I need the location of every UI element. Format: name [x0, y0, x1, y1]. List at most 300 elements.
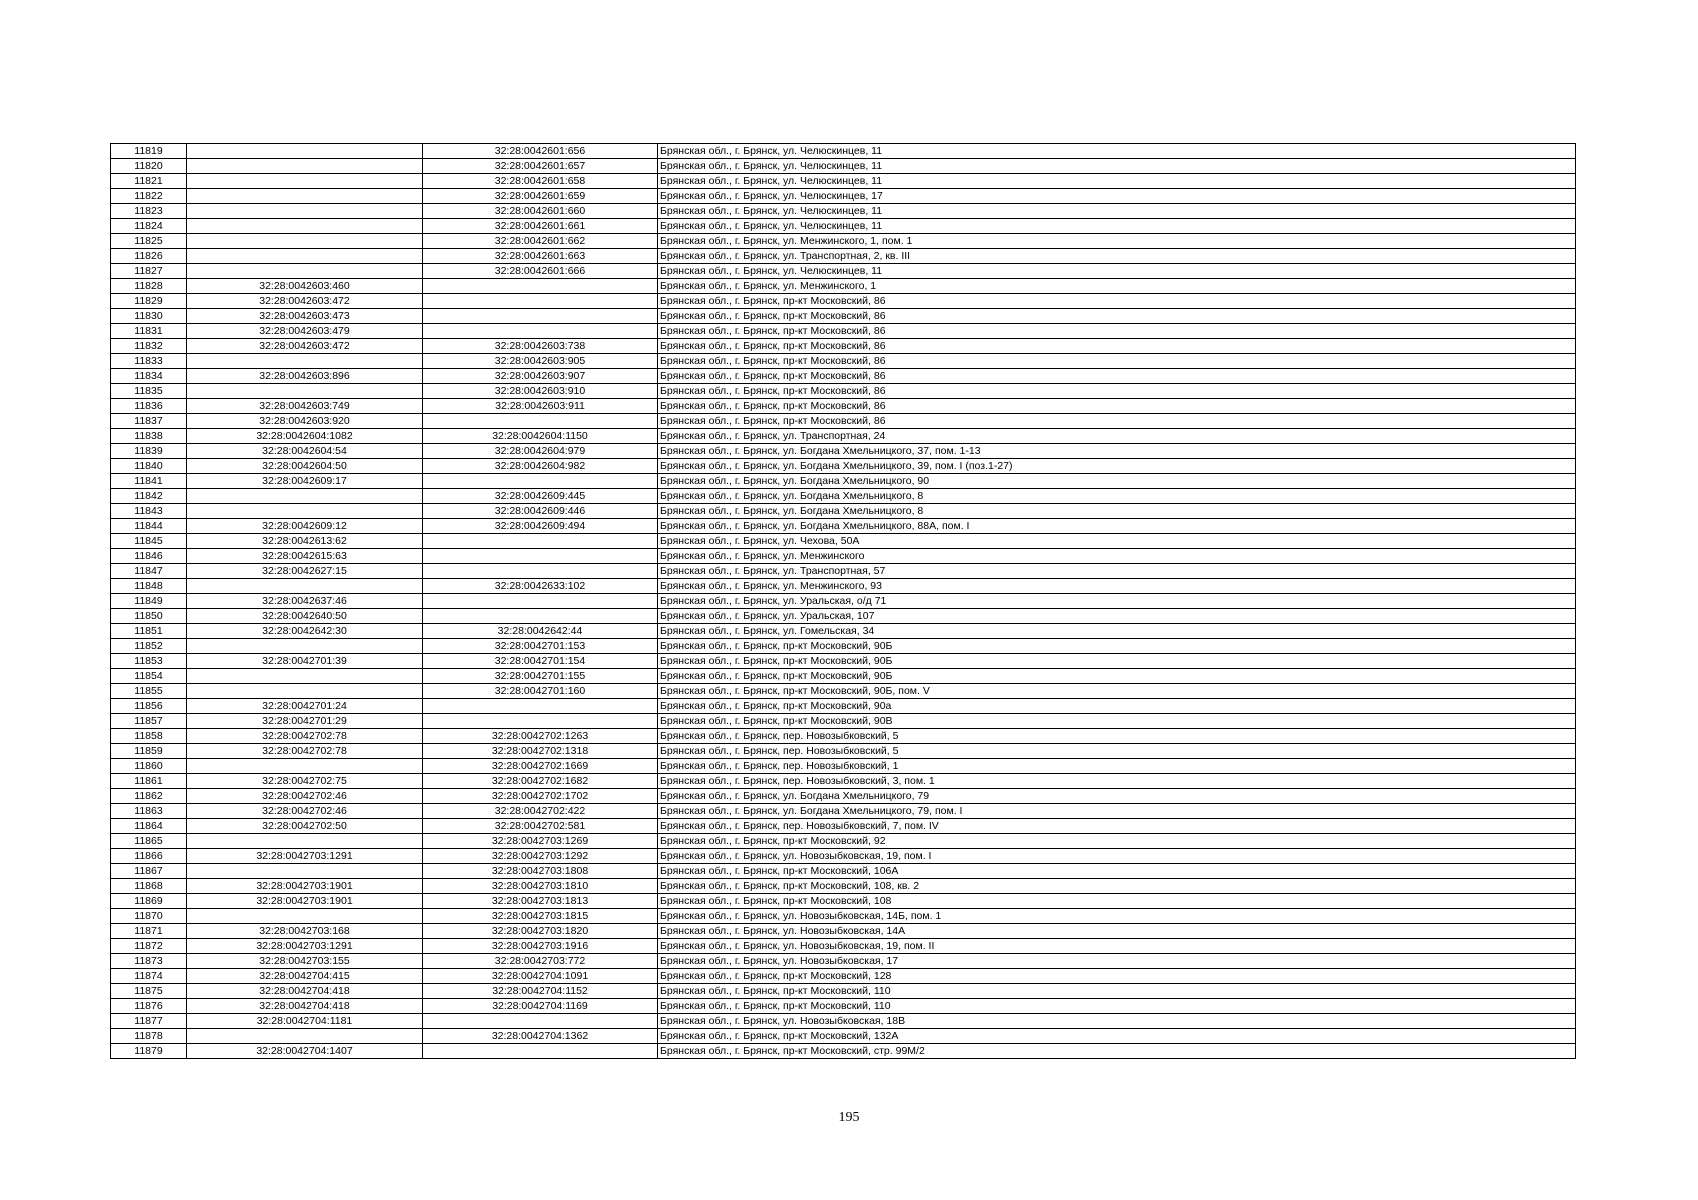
- address-cell: Брянская обл., г. Брянск, пр-кт Московский, 86: [658, 354, 1576, 369]
- row-number-cell: 11846: [111, 549, 187, 564]
- address-cell: Брянская обл., г. Брянск, ул. Транспортная, 2, кв. III: [658, 249, 1576, 264]
- object-cadastral-number-cell: [423, 534, 658, 549]
- address-cell: Брянская обл., г. Брянск, ул. Челюскинцев, 11: [658, 174, 1576, 189]
- object-cadastral-number-cell: [423, 309, 658, 324]
- land-cadastral-number-cell: 32:28:0042604:54: [187, 444, 423, 459]
- row-number-cell: 11861: [111, 774, 187, 789]
- row-number-cell: 11850: [111, 609, 187, 624]
- address-cell: Брянская обл., г. Брянск, пр-кт Московский, 110: [658, 984, 1576, 999]
- address-cell: Брянская обл., г. Брянск, ул. Транспортная, 57: [658, 564, 1576, 579]
- address-cell: Брянская обл., г. Брянск, ул. Менжинского, 1, пом. 1: [658, 234, 1576, 249]
- address-cell: Брянская обл., г. Брянск, пер. Новозыбковский, 1: [658, 759, 1576, 774]
- address-cell: Брянская обл., г. Брянск, ул. Челюскинцев, 17: [658, 189, 1576, 204]
- table-row: [111, 819, 1576, 834]
- address-cell: Брянская обл., г. Брянск, ул. Богдана Хмельницкого, 90: [658, 474, 1576, 489]
- table-row: [111, 459, 1576, 474]
- object-cadastral-number-cell: 32:28:0042704:1169: [423, 999, 658, 1014]
- object-cadastral-number-cell: [423, 279, 658, 294]
- row-number-cell: 11870: [111, 909, 187, 924]
- row-number-cell: 11842: [111, 489, 187, 504]
- land-cadastral-number-cell: [187, 384, 423, 399]
- land-cadastral-number-cell: [187, 204, 423, 219]
- address-cell: Брянская обл., г. Брянск, ул. Богдана Хмельницкого, 79: [658, 789, 1576, 804]
- object-cadastral-number-cell: 32:28:0042603:738: [423, 339, 658, 354]
- object-cadastral-number-cell: [423, 474, 658, 489]
- row-number-cell: 11878: [111, 1029, 187, 1044]
- address-cell: Брянская обл., г. Брянск, ул. Новозыбковская, 14А: [658, 924, 1576, 939]
- address-cell: Брянская обл., г. Брянск, пр-кт Московский, 92: [658, 834, 1576, 849]
- table-row: [111, 609, 1576, 624]
- object-cadastral-number-cell: 32:28:0042704:1362: [423, 1029, 658, 1044]
- address-cell: Брянская обл., г. Брянск, пр-кт Московский, 90Б: [658, 654, 1576, 669]
- table-row: [111, 984, 1576, 999]
- land-cadastral-number-cell: 32:28:0042603:920: [187, 414, 423, 429]
- address-cell: Брянская обл., г. Брянск, ул. Гомельская, 34: [658, 624, 1576, 639]
- address-cell: Брянская обл., г. Брянск, ул. Транспортная, 24: [658, 429, 1576, 444]
- object-cadastral-number-cell: 32:28:0042703:1269: [423, 834, 658, 849]
- object-cadastral-number-cell: 32:28:0042601:660: [423, 204, 658, 219]
- object-cadastral-number-cell: 32:28:0042703:1810: [423, 879, 658, 894]
- row-number-cell: 11857: [111, 714, 187, 729]
- address-cell: Брянская обл., г. Брянск, ул. Челюскинцев, 11: [658, 204, 1576, 219]
- table-row: [111, 249, 1576, 264]
- row-number-cell: 11836: [111, 399, 187, 414]
- land-cadastral-number-cell: 32:28:0042609:12: [187, 519, 423, 534]
- row-number-cell: 11826: [111, 249, 187, 264]
- row-number-cell: 11847: [111, 564, 187, 579]
- table-row: [111, 654, 1576, 669]
- table-row: [111, 324, 1576, 339]
- row-number-cell: 11833: [111, 354, 187, 369]
- land-cadastral-number-cell: [187, 159, 423, 174]
- object-cadastral-number-cell: [423, 549, 658, 564]
- land-cadastral-number-cell: 32:28:0042603:479: [187, 324, 423, 339]
- table-row: [111, 384, 1576, 399]
- land-cadastral-number-cell: 32:28:0042701:29: [187, 714, 423, 729]
- object-cadastral-number-cell: 32:28:0042601:662: [423, 234, 658, 249]
- land-cadastral-number-cell: [187, 579, 423, 594]
- object-cadastral-number-cell: 32:28:0042701:155: [423, 669, 658, 684]
- table-row: [111, 849, 1576, 864]
- land-cadastral-number-cell: [187, 354, 423, 369]
- object-cadastral-number-cell: 32:28:0042604:1150: [423, 429, 658, 444]
- land-cadastral-number-cell: 32:28:0042702:46: [187, 789, 423, 804]
- object-cadastral-number-cell: 32:28:0042704:1152: [423, 984, 658, 999]
- table-row: [111, 729, 1576, 744]
- table-row: [111, 939, 1576, 954]
- row-number-cell: 11837: [111, 414, 187, 429]
- row-number-cell: 11822: [111, 189, 187, 204]
- table-row: [111, 639, 1576, 654]
- row-number-cell: 11862: [111, 789, 187, 804]
- address-cell: Брянская обл., г. Брянск, пр-кт Московский, 106А: [658, 864, 1576, 879]
- row-number-cell: 11872: [111, 939, 187, 954]
- address-cell: Брянская обл., г. Брянск, ул. Богдана Хмельницкого, 37, пом. 1-13: [658, 444, 1576, 459]
- table-row: [111, 924, 1576, 939]
- land-cadastral-number-cell: 32:28:0042603:749: [187, 399, 423, 414]
- row-number-cell: 11849: [111, 594, 187, 609]
- table-row: [111, 684, 1576, 699]
- address-cell: Брянская обл., г. Брянск, пр-кт Московский, 86: [658, 309, 1576, 324]
- land-cadastral-number-cell: 32:28:0042703:1291: [187, 849, 423, 864]
- address-cell: Брянская обл., г. Брянск, ул. Новозыбковская, 19, пом. I: [658, 849, 1576, 864]
- land-cadastral-number-cell: [187, 834, 423, 849]
- land-cadastral-number-cell: 32:28:0042627:15: [187, 564, 423, 579]
- land-cadastral-number-cell: 32:28:0042702:50: [187, 819, 423, 834]
- land-cadastral-number-cell: 32:28:0042704:418: [187, 984, 423, 999]
- row-number-cell: 11845: [111, 534, 187, 549]
- address-cell: Брянская обл., г. Брянск, ул. Богдана Хмельницкого, 39, пом. I (поз.1-27): [658, 459, 1576, 474]
- table-row: [111, 414, 1576, 429]
- table-row: [111, 429, 1576, 444]
- address-cell: Брянская обл., г. Брянск, ул. Менжинского, 93: [658, 579, 1576, 594]
- address-cell: Брянская обл., г. Брянск, ул. Новозыбковская, 18В: [658, 1014, 1576, 1029]
- row-number-cell: 11832: [111, 339, 187, 354]
- address-cell: Брянская обл., г. Брянск, ул. Новозыбковская, 19, пом. II: [658, 939, 1576, 954]
- table-row: [111, 519, 1576, 534]
- row-number-cell: 11824: [111, 219, 187, 234]
- land-cadastral-number-cell: [187, 639, 423, 654]
- land-cadastral-number-cell: 32:28:0042702:46: [187, 804, 423, 819]
- land-cadastral-number-cell: 32:28:0042703:168: [187, 924, 423, 939]
- address-cell: Брянская обл., г. Брянск, ул. Богдана Хмельницкого, 8: [658, 489, 1576, 504]
- table-row: [111, 504, 1576, 519]
- object-cadastral-number-cell: 32:28:0042703:1808: [423, 864, 658, 879]
- row-number-cell: 11859: [111, 744, 187, 759]
- land-cadastral-number-cell: 32:28:0042613:62: [187, 534, 423, 549]
- address-cell: Брянская обл., г. Брянск, ул. Новозыбковская, 17: [658, 954, 1576, 969]
- object-cadastral-number-cell: 32:28:0042609:494: [423, 519, 658, 534]
- address-cell: Брянская обл., г. Брянск, пр-кт Московский, 86: [658, 384, 1576, 399]
- object-cadastral-number-cell: 32:28:0042701:153: [423, 639, 658, 654]
- table-row: [111, 264, 1576, 279]
- land-cadastral-number-cell: 32:28:0042704:1407: [187, 1044, 423, 1059]
- land-cadastral-number-cell: 32:28:0042603:473: [187, 309, 423, 324]
- table-row: [111, 444, 1576, 459]
- object-cadastral-number-cell: [423, 1044, 658, 1059]
- row-number-cell: 11855: [111, 684, 187, 699]
- object-cadastral-number-cell: 32:28:0042703:772: [423, 954, 658, 969]
- object-cadastral-number-cell: 32:28:0042603:905: [423, 354, 658, 369]
- row-number-cell: 11858: [111, 729, 187, 744]
- row-number-cell: 11843: [111, 504, 187, 519]
- address-cell: Брянская обл., г. Брянск, пр-кт Московский, стр. 99М/2: [658, 1044, 1576, 1059]
- land-cadastral-number-cell: 32:28:0042703:1291: [187, 939, 423, 954]
- row-number-cell: 11854: [111, 669, 187, 684]
- object-cadastral-number-cell: 32:28:0042601:658: [423, 174, 658, 189]
- table-row: [111, 879, 1576, 894]
- object-cadastral-number-cell: [423, 1014, 658, 1029]
- table-row: [111, 159, 1576, 174]
- table-row: [111, 579, 1576, 594]
- land-cadastral-number-cell: 32:28:0042701:24: [187, 699, 423, 714]
- table-row: [111, 954, 1576, 969]
- row-number-cell: 11819: [111, 144, 187, 159]
- object-cadastral-number-cell: 32:28:0042603:910: [423, 384, 658, 399]
- land-cadastral-number-cell: [187, 1029, 423, 1044]
- object-cadastral-number-cell: 32:28:0042601:666: [423, 264, 658, 279]
- object-cadastral-number-cell: 32:28:0042701:154: [423, 654, 658, 669]
- land-cadastral-number-cell: [187, 504, 423, 519]
- land-cadastral-number-cell: [187, 489, 423, 504]
- address-cell: Брянская обл., г. Брянск, ул. Богдана Хмельницкого, 8: [658, 504, 1576, 519]
- table-row: [111, 864, 1576, 879]
- row-number-cell: 11840: [111, 459, 187, 474]
- object-cadastral-number-cell: 32:28:0042609:445: [423, 489, 658, 504]
- row-number-cell: 11876: [111, 999, 187, 1014]
- address-cell: Брянская обл., г. Брянск, пр-кт Московский, 90Б: [658, 639, 1576, 654]
- land-cadastral-number-cell: 32:28:0042603:472: [187, 339, 423, 354]
- land-cadastral-number-cell: 32:28:0042604:50: [187, 459, 423, 474]
- object-cadastral-number-cell: [423, 414, 658, 429]
- row-number-cell: 11830: [111, 309, 187, 324]
- table-row: [111, 969, 1576, 984]
- address-cell: Брянская обл., г. Брянск, ул. Новозыбковская, 14Б, пом. 1: [658, 909, 1576, 924]
- land-cadastral-number-cell: 32:28:0042603:896: [187, 369, 423, 384]
- land-cadastral-number-cell: 32:28:0042640:50: [187, 609, 423, 624]
- land-cadastral-number-cell: 32:28:0042604:1082: [187, 429, 423, 444]
- land-cadastral-number-cell: 32:28:0042603:472: [187, 294, 423, 309]
- land-cadastral-number-cell: [187, 219, 423, 234]
- object-cadastral-number-cell: [423, 594, 658, 609]
- row-number-cell: 11829: [111, 294, 187, 309]
- object-cadastral-number-cell: 32:28:0042703:1813: [423, 894, 658, 909]
- object-cadastral-number-cell: 32:28:0042633:102: [423, 579, 658, 594]
- object-cadastral-number-cell: [423, 324, 658, 339]
- row-number-cell: 11827: [111, 264, 187, 279]
- object-cadastral-number-cell: 32:28:0042703:1916: [423, 939, 658, 954]
- row-number-cell: 11821: [111, 174, 187, 189]
- table-row: [111, 564, 1576, 579]
- land-cadastral-number-cell: 32:28:0042702:78: [187, 744, 423, 759]
- row-number-cell: 11853: [111, 654, 187, 669]
- address-cell: Брянская обл., г. Брянск, пер. Новозыбковский, 5: [658, 744, 1576, 759]
- address-cell: Брянская обл., г. Брянск, ул. Уральская, 107: [658, 609, 1576, 624]
- address-cell: Брянская обл., г. Брянск, пр-кт Московский, 90В: [658, 714, 1576, 729]
- table-row: [111, 234, 1576, 249]
- land-cadastral-number-cell: 32:28:0042703:1901: [187, 894, 423, 909]
- table-row: [111, 219, 1576, 234]
- object-cadastral-number-cell: 32:28:0042703:1815: [423, 909, 658, 924]
- table-row: [111, 144, 1576, 159]
- address-cell: Брянская обл., г. Брянск, ул. Богдана Хмельницкого, 88А, пом. I: [658, 519, 1576, 534]
- address-cell: Брянская обл., г. Брянск, пер. Новозыбковский, 7, пом. IV: [658, 819, 1576, 834]
- table-row: [111, 354, 1576, 369]
- row-number-cell: 11879: [111, 1044, 187, 1059]
- address-cell: Брянская обл., г. Брянск, пр-кт Московский, 108, кв. 2: [658, 879, 1576, 894]
- object-cadastral-number-cell: 32:28:0042702:1263: [423, 729, 658, 744]
- land-cadastral-number-cell: 32:28:0042702:78: [187, 729, 423, 744]
- object-cadastral-number-cell: 32:28:0042609:446: [423, 504, 658, 519]
- row-number-cell: 11860: [111, 759, 187, 774]
- table-row: [111, 339, 1576, 354]
- object-cadastral-number-cell: 32:28:0042702:581: [423, 819, 658, 834]
- object-cadastral-number-cell: [423, 294, 658, 309]
- land-cadastral-number-cell: 32:28:0042704:415: [187, 969, 423, 984]
- land-cadastral-number-cell: 32:28:0042603:460: [187, 279, 423, 294]
- land-cadastral-number-cell: [187, 174, 423, 189]
- row-number-cell: 11844: [111, 519, 187, 534]
- land-cadastral-number-cell: 32:28:0042609:17: [187, 474, 423, 489]
- land-cadastral-number-cell: [187, 909, 423, 924]
- land-cadastral-number-cell: [187, 249, 423, 264]
- object-cadastral-number-cell: 32:28:0042601:659: [423, 189, 658, 204]
- table-row: [111, 189, 1576, 204]
- row-number-cell: 11869: [111, 894, 187, 909]
- land-cadastral-number-cell: 32:28:0042704:1181: [187, 1014, 423, 1029]
- address-cell: Брянская обл., г. Брянск, пр-кт Московский, 132А: [658, 1029, 1576, 1044]
- object-cadastral-number-cell: 32:28:0042604:979: [423, 444, 658, 459]
- table-row: [111, 669, 1576, 684]
- land-cadastral-number-cell: 32:28:0042702:75: [187, 774, 423, 789]
- table-row: [111, 714, 1576, 729]
- object-cadastral-number-cell: 32:28:0042604:982: [423, 459, 658, 474]
- land-cadastral-number-cell: 32:28:0042704:418: [187, 999, 423, 1014]
- row-number-cell: 11848: [111, 579, 187, 594]
- table-row: [111, 399, 1576, 414]
- row-number-cell: 11871: [111, 924, 187, 939]
- row-number-cell: 11875: [111, 984, 187, 999]
- row-number-cell: 11839: [111, 444, 187, 459]
- land-cadastral-number-cell: [187, 669, 423, 684]
- table-row: [111, 534, 1576, 549]
- address-cell: Брянская обл., г. Брянск, пр-кт Московский, 90Б, пом. V: [658, 684, 1576, 699]
- land-cadastral-number-cell: [187, 189, 423, 204]
- address-cell: Брянская обл., г. Брянск, пр-кт Московский, 90Б: [658, 669, 1576, 684]
- table-row: [111, 279, 1576, 294]
- address-cell: Брянская обл., г. Брянск, пр-кт Московский, 86: [658, 339, 1576, 354]
- table-row: [111, 789, 1576, 804]
- land-cadastral-number-cell: 32:28:0042701:39: [187, 654, 423, 669]
- table-row: [111, 1044, 1576, 1059]
- row-number-cell: 11825: [111, 234, 187, 249]
- registry-sheet: [110, 143, 1576, 1059]
- object-cadastral-number-cell: 32:28:0042703:1292: [423, 849, 658, 864]
- registry-table-body: [111, 144, 1576, 1059]
- row-number-cell: 11835: [111, 384, 187, 399]
- row-number-cell: 11867: [111, 864, 187, 879]
- table-row: [111, 294, 1576, 309]
- registry-table: [110, 143, 1576, 1059]
- table-row: [111, 999, 1576, 1014]
- table-row: [111, 369, 1576, 384]
- object-cadastral-number-cell: 32:28:0042702:422: [423, 804, 658, 819]
- object-cadastral-number-cell: 32:28:0042702:1682: [423, 774, 658, 789]
- address-cell: Брянская обл., г. Брянск, пер. Новозыбковский, 5: [658, 729, 1576, 744]
- table-row: [111, 774, 1576, 789]
- address-cell: Брянская обл., г. Брянск, пр-кт Московский, 86: [658, 369, 1576, 384]
- address-cell: Брянская обл., г. Брянск, ул. Уральская, о/д 71: [658, 594, 1576, 609]
- address-cell: Брянская обл., г. Брянск, ул. Челюскинцев, 11: [658, 264, 1576, 279]
- row-number-cell: 11823: [111, 204, 187, 219]
- row-number-cell: 11866: [111, 849, 187, 864]
- row-number-cell: 11864: [111, 819, 187, 834]
- row-number-cell: 11828: [111, 279, 187, 294]
- land-cadastral-number-cell: 32:28:0042615:63: [187, 549, 423, 564]
- object-cadastral-number-cell: [423, 564, 658, 579]
- table-row: [111, 309, 1576, 324]
- row-number-cell: 11873: [111, 954, 187, 969]
- table-row: [111, 1014, 1576, 1029]
- table-row: [111, 489, 1576, 504]
- row-number-cell: 11863: [111, 804, 187, 819]
- table-row: [111, 834, 1576, 849]
- object-cadastral-number-cell: 32:28:0042603:911: [423, 399, 658, 414]
- object-cadastral-number-cell: [423, 714, 658, 729]
- address-cell: Брянская обл., г. Брянск, пер. Новозыбковский, 3, пом. 1: [658, 774, 1576, 789]
- address-cell: Брянская обл., г. Брянск, пр-кт Московский, 90а: [658, 699, 1576, 714]
- land-cadastral-number-cell: [187, 684, 423, 699]
- object-cadastral-number-cell: 32:28:0042603:907: [423, 369, 658, 384]
- table-row: [111, 624, 1576, 639]
- land-cadastral-number-cell: 32:28:0042637:46: [187, 594, 423, 609]
- object-cadastral-number-cell: 32:28:0042702:1702: [423, 789, 658, 804]
- row-number-cell: 11834: [111, 369, 187, 384]
- table-row: [111, 204, 1576, 219]
- row-number-cell: 11877: [111, 1014, 187, 1029]
- address-cell: Брянская обл., г. Брянск, пр-кт Московский, 86: [658, 294, 1576, 309]
- table-row: [111, 1029, 1576, 1044]
- row-number-cell: 11865: [111, 834, 187, 849]
- object-cadastral-number-cell: [423, 609, 658, 624]
- address-cell: Брянская обл., г. Брянск, ул. Чехова, 50А: [658, 534, 1576, 549]
- object-cadastral-number-cell: 32:28:0042704:1091: [423, 969, 658, 984]
- object-cadastral-number-cell: 32:28:0042701:160: [423, 684, 658, 699]
- row-number-cell: 11852: [111, 639, 187, 654]
- land-cadastral-number-cell: [187, 759, 423, 774]
- row-number-cell: 11868: [111, 879, 187, 894]
- address-cell: Брянская обл., г. Брянск, пр-кт Московский, 86: [658, 324, 1576, 339]
- object-cadastral-number-cell: 32:28:0042601:656: [423, 144, 658, 159]
- land-cadastral-number-cell: [187, 264, 423, 279]
- address-cell: Брянская обл., г. Брянск, ул. Челюскинцев, 11: [658, 219, 1576, 234]
- address-cell: Брянская обл., г. Брянск, ул. Богдана Хмельницкого, 79, пом. I: [658, 804, 1576, 819]
- land-cadastral-number-cell: [187, 864, 423, 879]
- address-cell: Брянская обл., г. Брянск, ул. Менжинского: [658, 549, 1576, 564]
- row-number-cell: 11841: [111, 474, 187, 489]
- row-number-cell: 11856: [111, 699, 187, 714]
- address-cell: Брянская обл., г. Брянск, ул. Челюскинцев, 11: [658, 144, 1576, 159]
- table-row: [111, 759, 1576, 774]
- object-cadastral-number-cell: 32:28:0042601:661: [423, 219, 658, 234]
- address-cell: Брянская обл., г. Брянск, пр-кт Московский, 110: [658, 999, 1576, 1014]
- land-cadastral-number-cell: 32:28:0042703:1901: [187, 879, 423, 894]
- row-number-cell: 11831: [111, 324, 187, 339]
- table-row: [111, 174, 1576, 189]
- land-cadastral-number-cell: 32:28:0042703:155: [187, 954, 423, 969]
- object-cadastral-number-cell: 32:28:0042642:44: [423, 624, 658, 639]
- page-number: 195: [838, 1110, 860, 1125]
- table-row: [111, 909, 1576, 924]
- address-cell: Брянская обл., г. Брянск, пр-кт Московский, 128: [658, 969, 1576, 984]
- land-cadastral-number-cell: 32:28:0042642:30: [187, 624, 423, 639]
- table-row: [111, 744, 1576, 759]
- table-row: [111, 894, 1576, 909]
- table-row: [111, 594, 1576, 609]
- object-cadastral-number-cell: 32:28:0042703:1820: [423, 924, 658, 939]
- object-cadastral-number-cell: 32:28:0042601:663: [423, 249, 658, 264]
- row-number-cell: 11874: [111, 969, 187, 984]
- row-number-cell: 11851: [111, 624, 187, 639]
- land-cadastral-number-cell: [187, 144, 423, 159]
- row-number-cell: 11838: [111, 429, 187, 444]
- object-cadastral-number-cell: 32:28:0042702:1318: [423, 744, 658, 759]
- object-cadastral-number-cell: 32:28:0042702:1669: [423, 759, 658, 774]
- table-row: [111, 474, 1576, 489]
- object-cadastral-number-cell: [423, 699, 658, 714]
- table-row: [111, 699, 1576, 714]
- address-cell: Брянская обл., г. Брянск, пр-кт Московский, 86: [658, 399, 1576, 414]
